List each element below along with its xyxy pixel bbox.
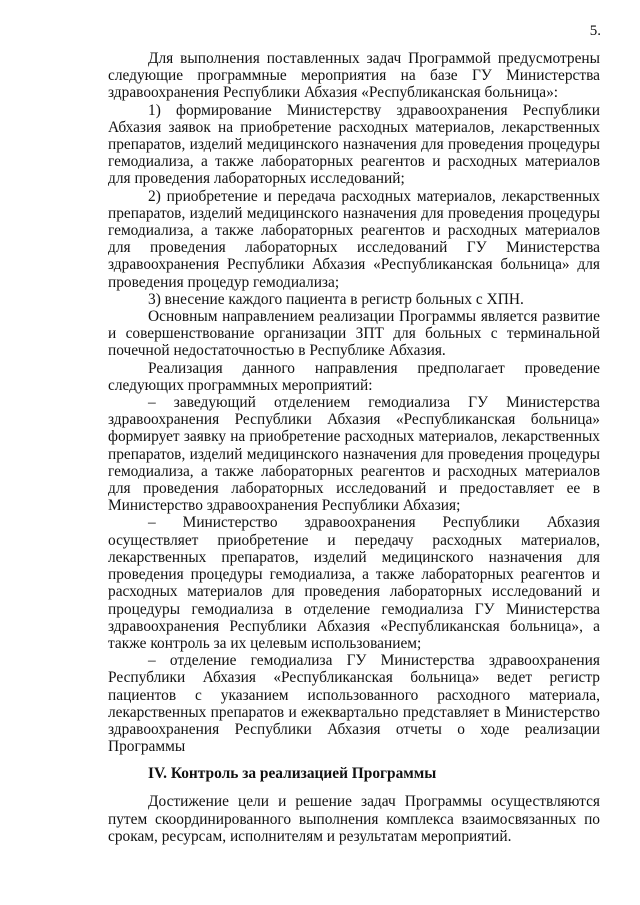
paragraph-item-3: 3) внесение каждого пациента в регистр больных с ХПН.	[148, 290, 524, 308]
paragraph-control: Достижение цели и решение задач Программы осуществляются путем скоординированного выполнения комплекса взаимосвязанных по срокам, ресурсам, исполнителям и результатам мероприятий.	[108, 793, 600, 845]
paragraph-dash-1: – заведующий отделением гемодиализа ГУ Министерства здравоохранения Республики Абхазия «Республиканская больница» формирует заявку на приобретение расходных материалов, лекарственных препаратов, изделий медицинского назначения для проведения процедуры гемодиализа, а также лабораторных реагентов и расходных материалов для проведения лабораторных исследований и предоставляет ее в Министерство здравоохранения Республики Абхазия;	[108, 394, 600, 515]
paragraph-item-2: 2) приобретение и передача расходных материалов, лекарственных препаратов, изделий медицинского назначения для проведения процедуры гемодиализа, а также лабораторных реагентов и расходных материалов для проведения лабораторных исследований ГУ Министерства здравоохранения Республики Абхазия «Республиканская больница» для проведения процедур гемодиализа;	[108, 187, 600, 291]
paragraph-item-1: 1) формирование Министерству здравоохранения Республики Абхазия заявок на приобретение расходных материалов, лекарственных препаратов, изделий медицинского назначения для проведения процедуры гемодиализа, а также лабораторных реагентов и расходных материалов для проведения лабораторных исследований;	[108, 101, 600, 188]
paragraph-dash-3: – отделение гемодиализа ГУ Министерства здравоохранения Республики Абхазия «Республиканская больница» ведет регистр пациентов с указанием использованного расходного материала, лекарственных препаратов и ежеквартально представляет в Министерство здравоохранения Республики Абхазия отчеты о ходе реализации Программы	[108, 652, 600, 756]
paragraph-intro: Для выполнения поставленных задач Программой предусмотрены следующие программные мероприятия на базе ГУ Министерства здравоохранения Республики Абхазия «Республиканская больница»:	[108, 50, 600, 102]
section-heading: IV. Контроль за реализацией Программы	[148, 765, 437, 783]
paragraph-dash-2: – Министерство здравоохранения Республики Абхазия осуществляет приобретение и передачу расходных материалов, лекарственных препаратов, изделий медицинского назначения для проведения процедуры гемодиализа, а также лабораторных реагентов и расходных материалов для проведения лабораторных исследований и процедуры гемодиализа в отделение гемодиализа ГУ Министерства здравоохранения Республики Абхазия «Республиканская больница», а также контроль за их целевым использованием;	[108, 514, 600, 652]
page-number: 5.	[589, 23, 601, 39]
document-body	[108, 50, 600, 845]
paragraph-implementation: Реализация данного направления предполагает проведение следующих программных мероприятий:	[108, 359, 600, 394]
paragraph-main-direction: Основным направлением реализации Программы является развитие и совершенствование организации ЗПТ для больных с терминальной почечной недостаточностью в Республике Абхазия.	[108, 308, 600, 360]
